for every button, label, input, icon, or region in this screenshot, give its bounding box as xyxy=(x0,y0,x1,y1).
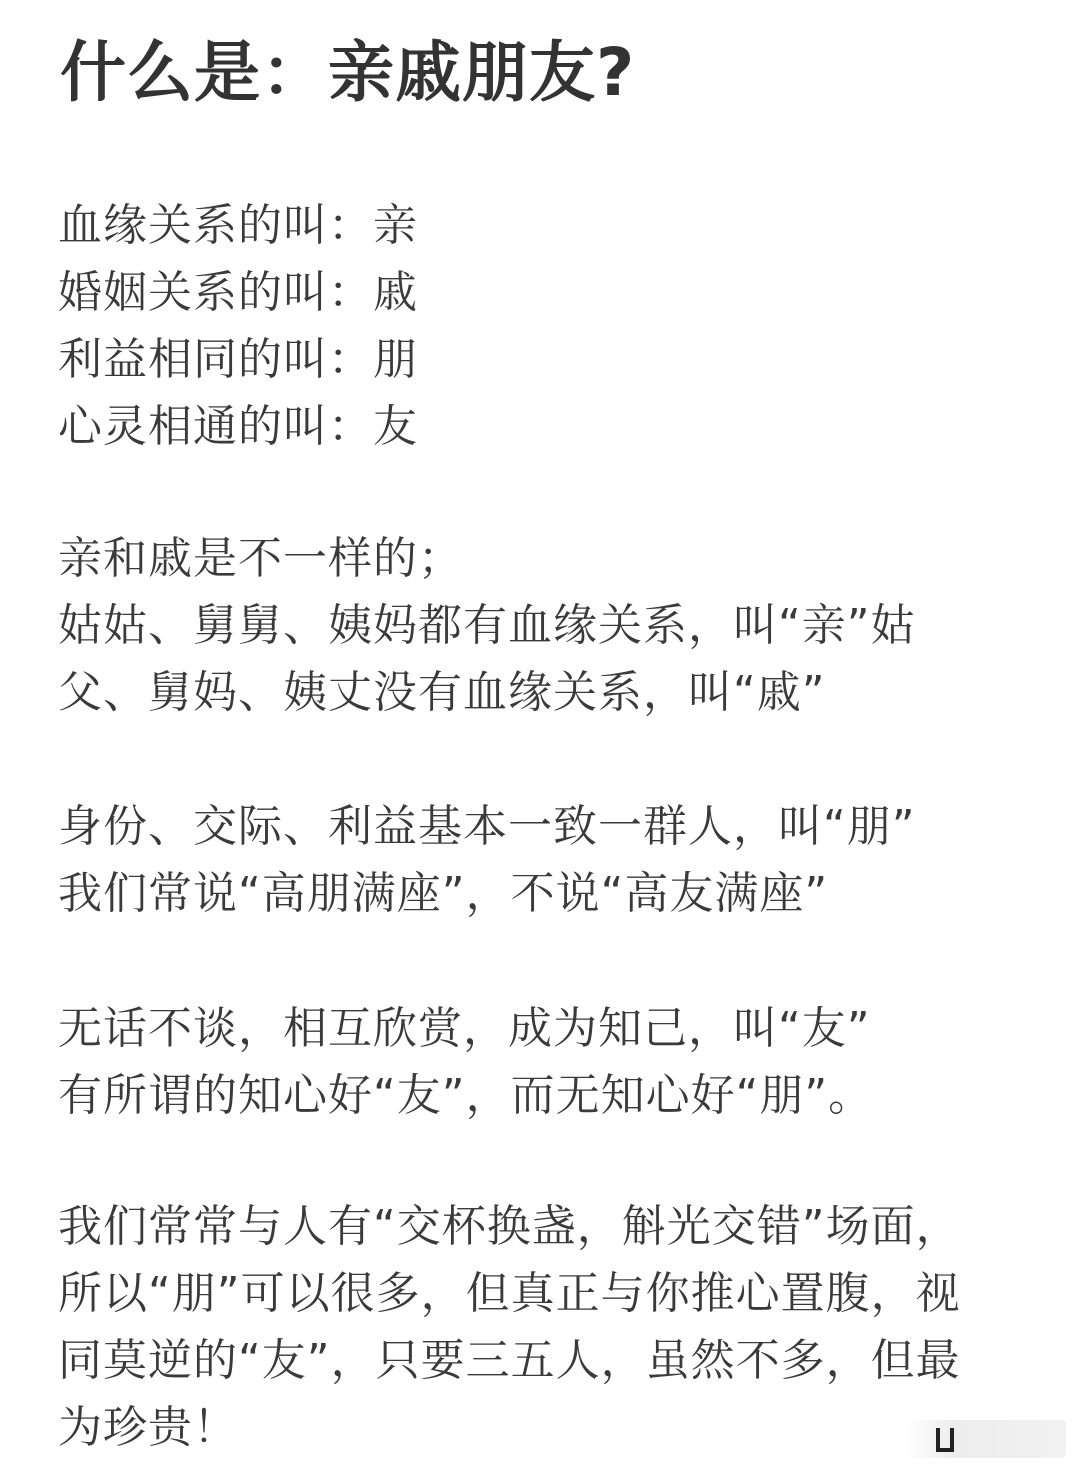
text-line: 我们常说“高朋满座”，不说“高友满座” xyxy=(58,868,829,919)
text-line: 为珍贵！ xyxy=(58,1402,238,1453)
text-line: 无话不谈，相互欣赏，成为知己，叫“友” xyxy=(58,1003,871,1054)
text-line: 姑姑、舅舅、姨妈都有血缘关系，叫“亲”姑 xyxy=(58,600,916,651)
paragraph-definitions xyxy=(58,192,418,460)
text-line: 亲和戚是不一样的； xyxy=(58,533,463,584)
paragraph-you xyxy=(58,995,873,1129)
text-line: 血缘关系的叫：亲 xyxy=(58,200,418,251)
paragraph-qin-qi xyxy=(58,525,916,726)
text-line: 所以“朋”可以很多，但真正与你推心置腹，视 xyxy=(58,1268,961,1319)
logo-icon xyxy=(936,1428,954,1452)
text-line: 同莫逆的“友”，只要三五人，虽然不多，但最 xyxy=(58,1335,961,1386)
text-line: 我们常常与人有“交杯换盏，斛光交错”场面， xyxy=(58,1201,961,1252)
paragraph-conclusion xyxy=(58,1193,961,1461)
text-line: 有所谓的知心好“友”，而无知心好“朋”。 xyxy=(58,1070,874,1121)
article-title: 什么是：亲戚朋友? xyxy=(60,34,636,111)
text-line: 心灵相通的叫：友 xyxy=(58,401,418,452)
text-line: 利益相同的叫：朋 xyxy=(58,334,418,385)
watermark-logo xyxy=(906,1420,1066,1458)
text-line: 婚姻关系的叫：戚 xyxy=(58,267,418,318)
paragraph-peng xyxy=(58,793,916,927)
text-line: 父、舅妈、姨丈没有血缘关系，叫“戚” xyxy=(58,667,826,718)
text-line: 身份、交际、利益基本一致一群人，叫“朋” xyxy=(58,801,916,852)
